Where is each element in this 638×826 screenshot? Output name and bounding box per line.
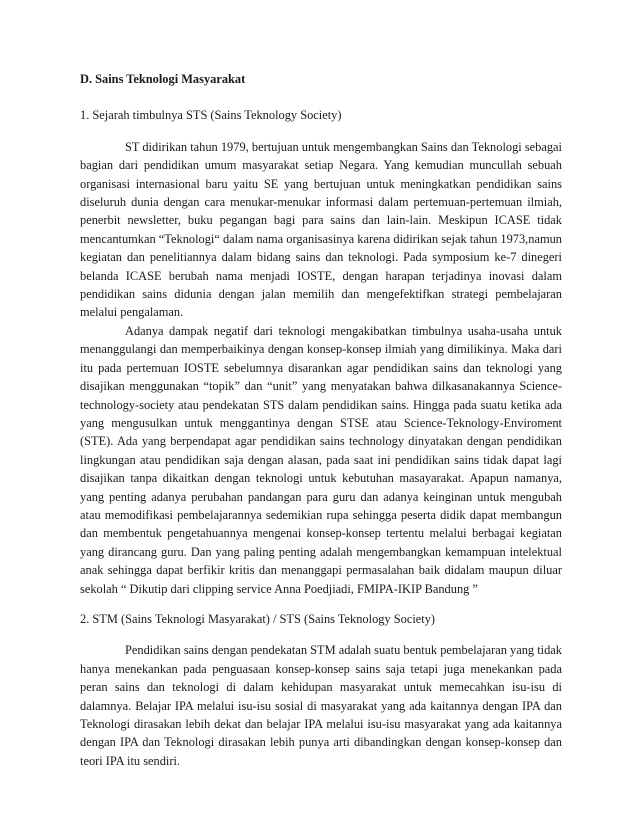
subsection-1-paragraph-1: ST didirikan tahun 1979, bertujuan untuk mengembangkan Sains dan Teknologi sebagai bagian dari pendidikan umum masyarakat setiap Negara. Yang kemudian muncullah sebuah organisasi internasional baru yaitu SE yang bertujuan untuk meningkatkan pendidikan sains diseluruh dunia dengan cara menukar-menukar informasi dalam pertemuan-pertemuan ilmiah, penerbit newsletter, buku pegangan bagi para sains dan lain-lain. Meskipun ICASE tidak mencantumkan “Teknologi“ dalam nama organisasinya karena didirikan sejak tahun 1973,namun kegiatan dan penelitiannya dalam bidang sains dan teknologi. Pada symposium ke-7 dinegeri belanda ICASE berubah nama menjadi IOSTE, dengan harapan terjadinya inovasi dalam pendidikan sains didunia dengan jalan memilih dan mengefektifkan strategi pembelajaran melalui pengalaman. [80, 139, 562, 320]
subsection-2-paragraph-1: Pendidikan sains dengan pendekatan STM adalah suatu bentuk pembelajaran yang tidak hanya menekankan pada penguasaan konsep-konsep sains saja tetapi juga menekankan pada peran sains dan teknologi di dalam kehidupan masyarakat untuk memecahkan isu-isu di dalamnya. Belajar IPA melalui isu-isu sosial di masyarakat yang ada kaitannya dengan IPA dan Teknologi dirasakan lebih dekat dan belajar IPA melalui isu-isu masyarakat yang ada kaitannya dengan IPA dan Teknologi dirasakan lebih punya arti dibandingkan dengan konsep-konsep dan teori IPA itu sendiri. [80, 643, 562, 768]
subsection-1-paragraph-2: Adanya dampak negatif dari teknologi mengakibatkan timbulnya usaha-usaha untuk menanggulangi dan memperbaikinya dengan konsep-konsep ilmiah yang dimilikinya. Maka dari itu pada pertemuan IOSTE sebelumnya disarankan agar pendidikan sains dan teknologi yang disajikan menggunakan “topik” dan “unit” yang menyatakan bahwa dilkasanakannya Science-technology-society atau pendekatan STS dalam pendidikan sains. Hingga pada suatu ketika ada yang mengusulkan untuk menggantinya dengan STSE atau Science-Teknology-Enviroment (STE). Ada yang berpendapat agar pendidikan sains technology dinyatakan dengan pendidikan lingkungan atau pendidikan saja dengan alasan, pada saat ini pendidikan sains tidak dapat lagi disajikan tanpa dikaitkan dengan teknologi untuk kebutuhan masayarakat. Apapun namanya, yang penting adanya perubahan pandangan para guru dan adanya keinginan untuk mengubah atau memodifikasi pembelajarannya sedemikian rupa sehingga peserta didik dapat membangun dan membentuk pengetahuannya mengenai konsep-konsep tertentu melalui berbagai kegiatan yang dirancang guru. Dan yang paling penting adalah mengembangkan kemampuan intelektual anak sehingga dapat berfikir kritis dan menanggapi permasalahan baik didalam maupun diluar sekolah “ Dikutip dari clipping service Anna Poedjiadi, FMIPA-IKIP Bandung ” [80, 323, 562, 596]
subsection-2-heading: 2. STM (Sains Teknologi Masyarakat) / STS (Sains Teknology Society) [80, 611, 436, 626]
document-page [80, 70, 562, 770]
section-heading: D. Sains Teknologi Masyarakat [80, 72, 246, 86]
subsection-1-heading: 1. Sejarah timbulnya STS (Sains Teknology Society) [80, 108, 342, 123]
